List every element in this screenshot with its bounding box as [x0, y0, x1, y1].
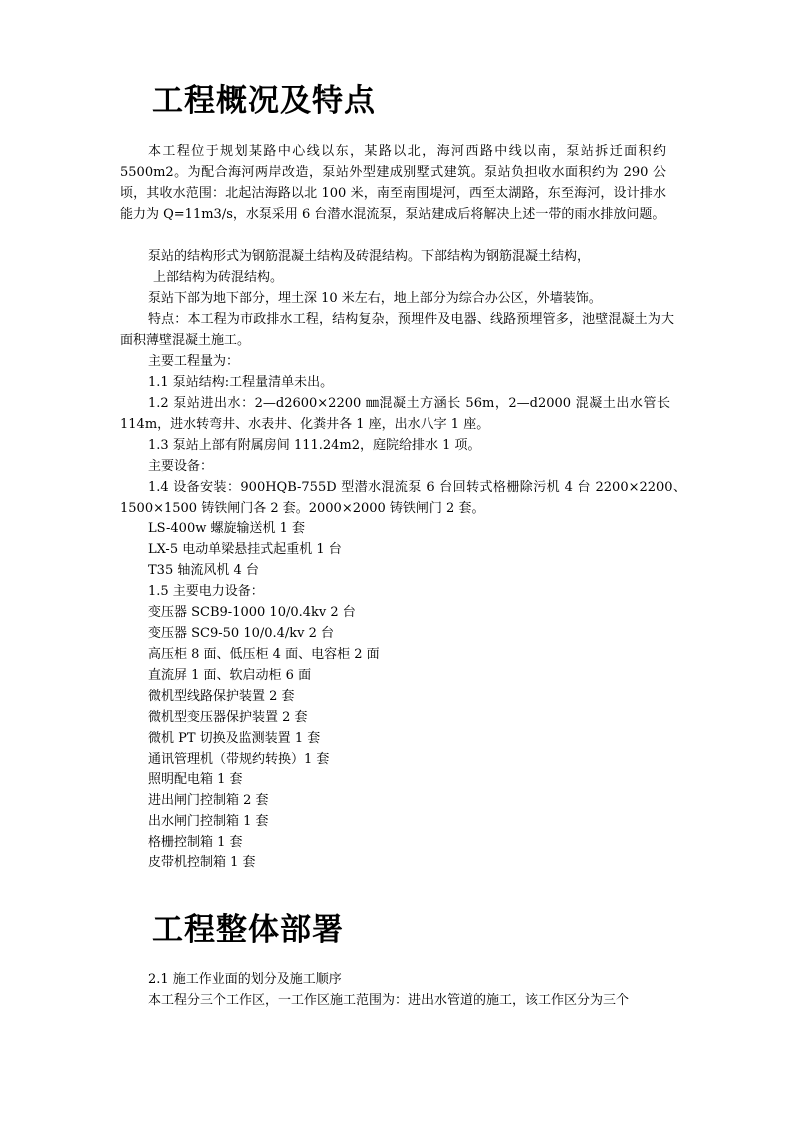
subheading-2-1: 2.1 施工作业面的划分及施工顺序 [148, 972, 342, 987]
electrical-line: 皮带机控制箱 1 套 [148, 855, 256, 870]
equipment-line: LX-5 电动单梁悬挂式起重机 1 台 [148, 542, 342, 557]
paragraph-structure-2: 上部结构为砖混结构。 [153, 270, 284, 285]
electrical-heading: 1.5 主要电力设备： [148, 584, 264, 599]
electrical-line: 直流屏 1 面、软启动柜 6 面 [148, 668, 312, 683]
equipment-line: LS-400w 螺旋输送机 1 套 [148, 521, 306, 536]
electrical-line: 微机型变压器保护装置 2 套 [148, 710, 308, 725]
electrical-line: 照明配电箱 1 套 [148, 772, 243, 787]
item-1-3: 1.3 泵站上部有附属房间 111.24m2，庭院给排水 1 项。 [148, 438, 481, 453]
section-title-deployment: 工程整体部署 [152, 912, 344, 948]
paragraph-intro: 本工程位于规划某路中心线以东，某路以北，海河西路中线以南，泵站拆迁面积约5500m2。为配合海河两岸改造，泵站外型建成别墅式建筑。泵站负担收水面积约为 290 公顷，其收水范围：北起沽海路以北 100 米，南至南围堤河，西至太湖路，东至海河，设计排水能力为 Q=11m3/s，水泵采用 6 台潜水混流泵，泵站建成后将解决上述一带的雨水排放问题。 [120, 144, 666, 222]
item-1-2: 1.2 泵站进出水：2—d2600×2200 ㎜混凝土方涵长 56m，2—d2000 混凝土出水管长 114m，进水转弯井、水表井、化粪井各 1 座，出水八字 1 座。 [120, 396, 670, 432]
electrical-line: 出水闸门控制箱 1 套 [148, 814, 269, 829]
item-1-1: 1.1 泵站结构:工程量清单未出。 [148, 375, 334, 390]
paragraph-features: 特点：本工程为市政排水工程，结构复杂，预埋件及电器、线路预埋管多，池壁混凝土为大面积薄壁混凝土施工。 [120, 312, 674, 348]
paragraph-structure-1: 泵站的结构形式为钢筋混凝土结构及砖混结构。下部结构为钢筋混凝土结构， [148, 249, 591, 264]
electrical-line: 微机 PT 切换及监测装置 1 套 [148, 731, 321, 746]
section-title-overview: 工程概况及特点 [152, 83, 376, 119]
electrical-line: 变压器 SCB9-1000 10/0.4kv 2 台 [148, 605, 356, 620]
item-1-4: 1.4 设备安装：900HQB-755D 型潜水混流泵 6 台回转式格栅除污机 4 台 2200×2200、1500×1500 铸铁闸门各 2 套。2000×2000 铸铁闸门 2 套。 [120, 480, 686, 516]
electrical-line: 进出闸门控制箱 2 套 [148, 793, 269, 808]
electrical-line: 通讯管理机（带规约转换）1 套 [148, 752, 330, 767]
electrical-line: 变压器 SC9-50 10/0.4/kv 2 台 [148, 626, 335, 641]
quantities-heading: 主要工程量为： [148, 354, 240, 369]
electrical-line: 高压柜 8 面、低压柜 4 面、电容柜 2 面 [148, 647, 380, 662]
electrical-line: 微机型线路保护装置 2 套 [148, 689, 295, 704]
equipment-heading: 主要设备： [148, 459, 214, 474]
equipment-line: T35 轴流风机 4 台 [148, 563, 259, 578]
paragraph-underground: 泵站下部为地下部分，埋土深 10 米左右，地上部分为综合办公区，外墙装饰。 [148, 291, 602, 306]
electrical-line: 格栅控制箱 1 套 [148, 835, 243, 850]
paragraph-work-areas: 本工程分三个工作区，一工作区施工范围为：进出水管道的施工，该工作区分为三个 [148, 993, 630, 1008]
